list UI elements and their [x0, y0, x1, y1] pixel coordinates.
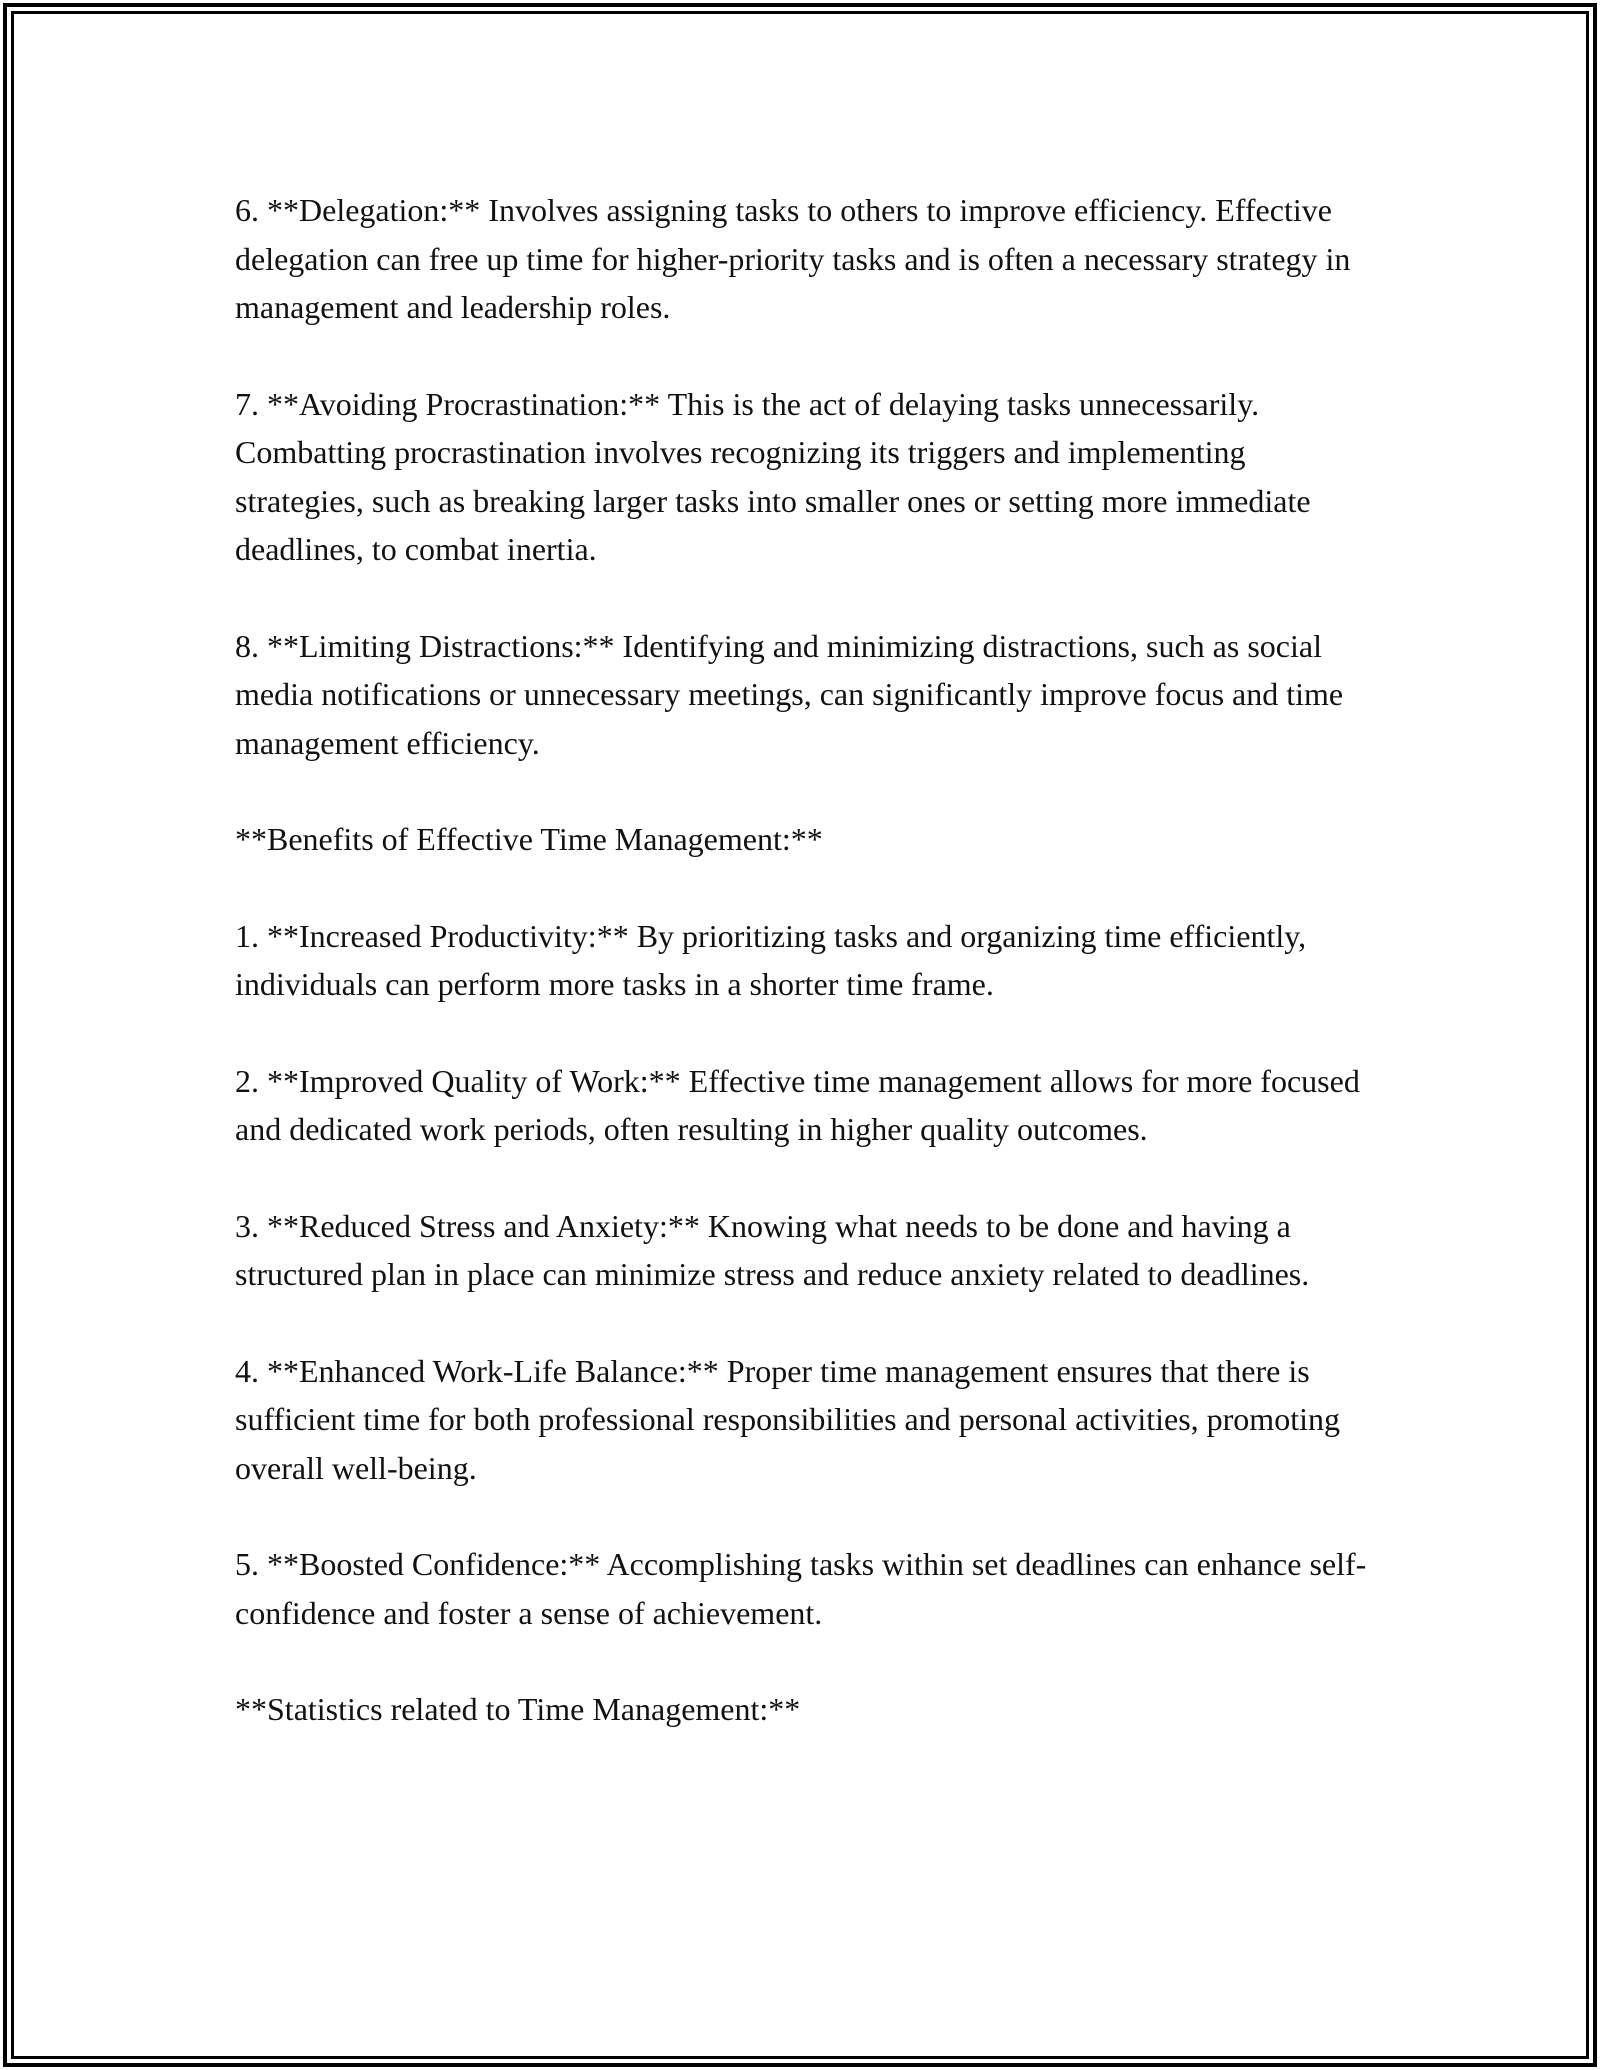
document-body [235, 186, 1375, 1782]
paragraph-limiting-distractions: 8. **Limiting Distractions:** Identifying and minimizing distractions, such as social media notifications or unnecessary meetings, can significantly improve focus and time management efficiency. [235, 627, 1344, 761]
paragraph-boosted-confidence: 5. **Boosted Confidence:** Accomplishing tasks within set deadlines can enhance self-confidence and foster a sense of achievement. [235, 1546, 1367, 1631]
heading-statistics: **Statistics related to Time Management:** [235, 1691, 801, 1727]
paragraph-increased-productivity: 1. **Increased Productivity:** By prioritizing tasks and organizing time efficiently, individuals can perform more tasks in a shorter time frame. [235, 917, 1307, 1002]
paragraph-avoiding-procrastination: 7. **Avoiding Procrastination:** This is the act of delaying tasks unnecessarily. Combatting procrastination involves recognizing its triggers and implementing strategies, such as breaking larger tasks into smaller ones or setting more immediate deadlines, to combat inertia. [235, 385, 1311, 567]
paragraph-improved-quality: 2. **Improved Quality of Work:** Effective time management allows for more focused and dedicated work periods, often resulting in higher quality outcomes. [235, 1062, 1360, 1147]
heading-benefits: **Benefits of Effective Time Management:** [235, 821, 823, 857]
paragraph-delegation: 6. **Delegation:** Involves assigning tasks to others to improve efficiency. Effective delegation can free up time for higher-priority tasks and is often a necessary strategy in management and leadership roles. [235, 192, 1351, 325]
paragraph-reduced-stress: 3. **Reduced Stress and Anxiety:** Knowing what needs to be done and having a structured plan in place can minimize stress and reduce anxiety related to deadlines. [235, 1207, 1310, 1292]
paragraph-work-life-balance: 4. **Enhanced Work-Life Balance:** Proper time management ensures that there is sufficient time for both professional responsibilities and personal activities, promoting overall well-being. [235, 1352, 1340, 1486]
